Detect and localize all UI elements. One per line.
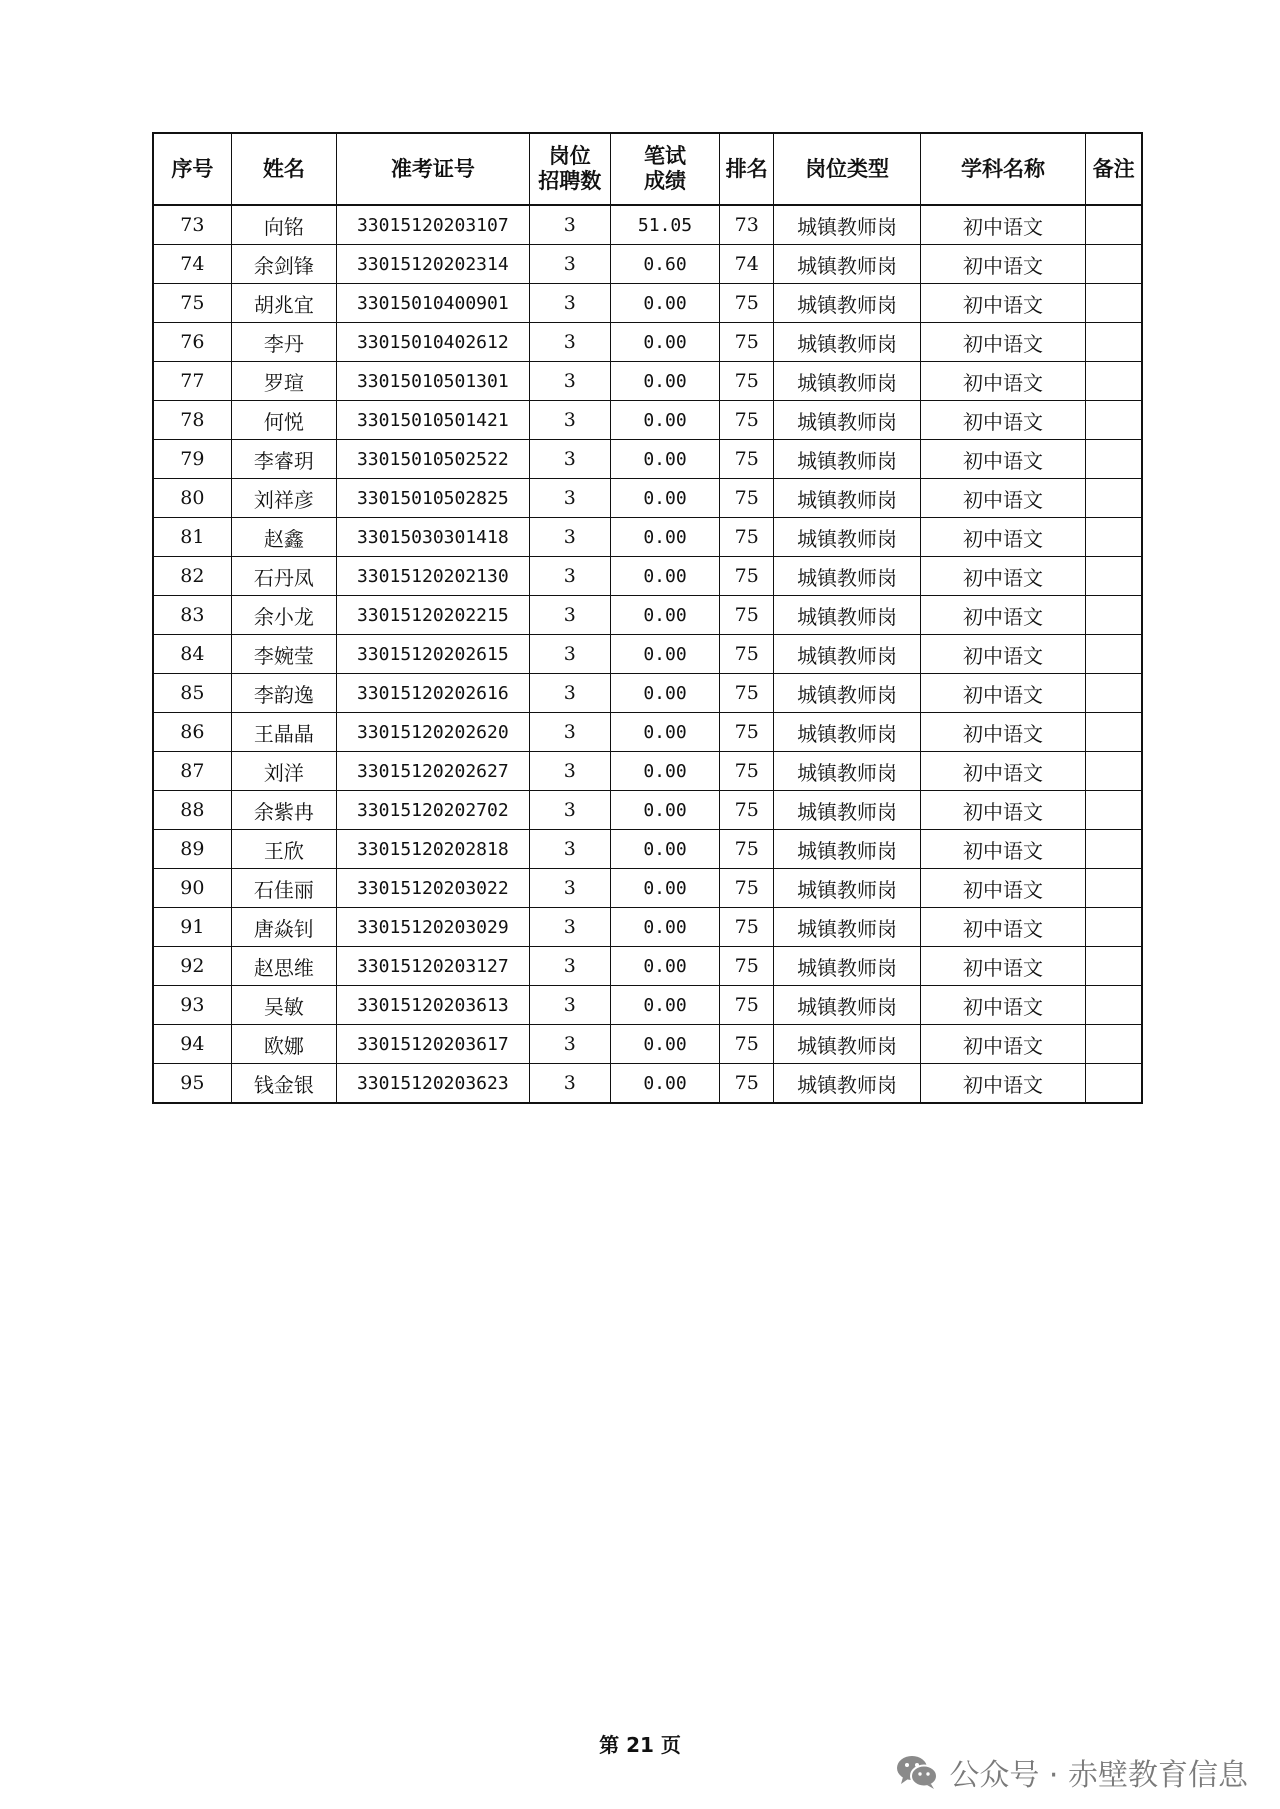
cell-post-type: 城镇教师岗 (774, 205, 920, 245)
cell-name: 石佳丽 (231, 869, 336, 908)
cell-seq: 73 (153, 205, 231, 245)
cell-name: 钱金银 (231, 1064, 336, 1104)
cell-seq: 95 (153, 1064, 231, 1104)
cell-remarks (1086, 284, 1142, 323)
cell-remarks (1086, 479, 1142, 518)
cell-remarks (1086, 830, 1142, 869)
cell-name: 刘祥彦 (231, 479, 336, 518)
table-row (153, 518, 1142, 557)
cell-exam-no: 33015120202130 (337, 557, 530, 596)
cell-name: 王晶晶 (231, 713, 336, 752)
cell-subject: 初中语文 (920, 947, 1086, 986)
cell-score: 51.05 (610, 205, 719, 245)
cell-subject: 初中语文 (920, 518, 1086, 557)
cell-rank: 75 (720, 362, 774, 401)
table-row (153, 1064, 1142, 1104)
cell-subject: 初中语文 (920, 401, 1086, 440)
cell-quota: 3 (529, 869, 610, 908)
cell-seq: 76 (153, 323, 231, 362)
cell-name: 何悦 (231, 401, 336, 440)
cell-subject: 初中语文 (920, 869, 1086, 908)
cell-quota: 3 (529, 245, 610, 284)
header-post-type: 岗位类型 (774, 133, 920, 205)
cell-remarks (1086, 635, 1142, 674)
cell-seq: 80 (153, 479, 231, 518)
cell-exam-no: 33015010501301 (337, 362, 530, 401)
cell-exam-no: 33015010502825 (337, 479, 530, 518)
cell-quota: 3 (529, 752, 610, 791)
cell-quota: 3 (529, 479, 610, 518)
cell-seq: 87 (153, 752, 231, 791)
cell-name: 向铭 (231, 205, 336, 245)
cell-score: 0.00 (610, 323, 719, 362)
cell-rank: 75 (720, 635, 774, 674)
cell-subject: 初中语文 (920, 1025, 1086, 1064)
cell-exam-no: 33015010501421 (337, 401, 530, 440)
cell-subject: 初中语文 (920, 557, 1086, 596)
header-score (610, 133, 719, 205)
cell-remarks (1086, 596, 1142, 635)
table-row (153, 713, 1142, 752)
cell-rank: 75 (720, 791, 774, 830)
header-score-line1: 笔试 (644, 144, 687, 168)
cell-score: 0.00 (610, 1025, 719, 1064)
cell-rank: 75 (720, 518, 774, 557)
cell-seq: 85 (153, 674, 231, 713)
table-row (153, 479, 1142, 518)
cell-exam-no: 33015120203617 (337, 1025, 530, 1064)
cell-quota: 3 (529, 947, 610, 986)
cell-seq: 89 (153, 830, 231, 869)
cell-post-type: 城镇教师岗 (774, 401, 920, 440)
table-row (153, 596, 1142, 635)
cell-post-type: 城镇教师岗 (774, 752, 920, 791)
cell-subject: 初中语文 (920, 908, 1086, 947)
header-subject: 学科名称 (920, 133, 1086, 205)
cell-quota: 3 (529, 713, 610, 752)
cell-subject: 初中语文 (920, 440, 1086, 479)
cell-quota: 3 (529, 518, 610, 557)
cell-remarks (1086, 869, 1142, 908)
table-header (153, 133, 1142, 205)
cell-post-type: 城镇教师岗 (774, 947, 920, 986)
header-remarks: 备注 (1086, 133, 1142, 205)
cell-score: 0.00 (610, 947, 719, 986)
cell-name: 欧娜 (231, 1025, 336, 1064)
cell-quota: 3 (529, 401, 610, 440)
header-quota (529, 133, 610, 205)
cell-quota: 3 (529, 362, 610, 401)
cell-remarks (1086, 1064, 1142, 1104)
cell-seq: 94 (153, 1025, 231, 1064)
cell-exam-no: 33015010402612 (337, 323, 530, 362)
cell-post-type: 城镇教师岗 (774, 1025, 920, 1064)
cell-rank: 75 (720, 830, 774, 869)
cell-rank: 75 (720, 947, 774, 986)
cell-rank: 75 (720, 401, 774, 440)
table-row (153, 947, 1142, 986)
cell-score: 0.00 (610, 713, 719, 752)
table-row (153, 362, 1142, 401)
cell-subject: 初中语文 (920, 284, 1086, 323)
cell-seq: 91 (153, 908, 231, 947)
cell-score: 0.00 (610, 986, 719, 1025)
cell-quota: 3 (529, 596, 610, 635)
cell-exam-no: 33015120202818 (337, 830, 530, 869)
cell-subject: 初中语文 (920, 791, 1086, 830)
cell-score: 0.00 (610, 752, 719, 791)
table-body (153, 205, 1142, 1103)
header-score-line2: 成绩 (644, 169, 687, 193)
cell-subject: 初中语文 (920, 674, 1086, 713)
cell-seq: 92 (153, 947, 231, 986)
cell-subject: 初中语文 (920, 596, 1086, 635)
cell-name: 李韵逸 (231, 674, 336, 713)
cell-remarks (1086, 986, 1142, 1025)
cell-seq: 86 (153, 713, 231, 752)
cell-post-type: 城镇教师岗 (774, 1064, 920, 1104)
cell-score: 0.00 (610, 791, 719, 830)
cell-score: 0.00 (610, 596, 719, 635)
cell-rank: 75 (720, 1025, 774, 1064)
cell-score: 0.60 (610, 245, 719, 284)
cell-rank: 75 (720, 323, 774, 362)
table-row (153, 830, 1142, 869)
cell-name: 胡兆宜 (231, 284, 336, 323)
cell-post-type: 城镇教师岗 (774, 713, 920, 752)
cell-subject: 初中语文 (920, 830, 1086, 869)
cell-post-type: 城镇教师岗 (774, 986, 920, 1025)
cell-remarks (1086, 205, 1142, 245)
table-row (153, 1025, 1142, 1064)
cell-name: 余小龙 (231, 596, 336, 635)
cell-exam-no: 33015030301418 (337, 518, 530, 557)
cell-name: 吴敏 (231, 986, 336, 1025)
cell-remarks (1086, 323, 1142, 362)
table-row (153, 635, 1142, 674)
cell-name: 唐焱钊 (231, 908, 336, 947)
cell-name: 余剑锋 (231, 245, 336, 284)
cell-post-type: 城镇教师岗 (774, 323, 920, 362)
cell-post-type: 城镇教师岗 (774, 635, 920, 674)
header-rank: 排名 (720, 133, 774, 205)
cell-exam-no: 33015120202615 (337, 635, 530, 674)
cell-name: 罗瑄 (231, 362, 336, 401)
cell-score: 0.00 (610, 1064, 719, 1104)
cell-quota: 3 (529, 830, 610, 869)
header-quota-line2: 招聘数 (538, 169, 602, 193)
cell-exam-no: 33015120203127 (337, 947, 530, 986)
cell-subject: 初中语文 (920, 635, 1086, 674)
cell-seq: 75 (153, 284, 231, 323)
cell-post-type: 城镇教师岗 (774, 284, 920, 323)
cell-quota: 3 (529, 1025, 610, 1064)
cell-remarks (1086, 791, 1142, 830)
cell-rank: 74 (720, 245, 774, 284)
cell-post-type: 城镇教师岗 (774, 596, 920, 635)
cell-remarks (1086, 947, 1142, 986)
cell-score: 0.00 (610, 518, 719, 557)
cell-rank: 75 (720, 986, 774, 1025)
cell-score: 0.00 (610, 635, 719, 674)
cell-post-type: 城镇教师岗 (774, 479, 920, 518)
cell-rank: 75 (720, 557, 774, 596)
cell-remarks (1086, 713, 1142, 752)
cell-score: 0.00 (610, 869, 719, 908)
cell-quota: 3 (529, 284, 610, 323)
cell-score: 0.00 (610, 362, 719, 401)
cell-subject: 初中语文 (920, 713, 1086, 752)
watermark-text: 公众号 · 赤壁教育信息 (949, 1758, 1248, 1793)
cell-rank: 75 (720, 440, 774, 479)
cell-quota: 3 (529, 791, 610, 830)
page-number: 第 21 页 (599, 1733, 681, 1757)
cell-rank: 75 (720, 1064, 774, 1104)
cell-exam-no: 33015120202616 (337, 674, 530, 713)
cell-name: 李婉莹 (231, 635, 336, 674)
cell-post-type: 城镇教师岗 (774, 518, 920, 557)
cell-name: 余紫冉 (231, 791, 336, 830)
cell-rank: 75 (720, 284, 774, 323)
cell-score: 0.00 (610, 440, 719, 479)
cell-seq: 90 (153, 869, 231, 908)
table-row (153, 440, 1142, 479)
cell-seq: 78 (153, 401, 231, 440)
cell-seq: 83 (153, 596, 231, 635)
cell-rank: 75 (720, 908, 774, 947)
cell-name: 刘洋 (231, 752, 336, 791)
cell-remarks (1086, 674, 1142, 713)
table-row (153, 557, 1142, 596)
cell-seq: 74 (153, 245, 231, 284)
cell-score: 0.00 (610, 401, 719, 440)
cell-score: 0.00 (610, 674, 719, 713)
table-row (153, 284, 1142, 323)
cell-seq: 79 (153, 440, 231, 479)
cell-quota: 3 (529, 205, 610, 245)
table-row (153, 205, 1142, 245)
cell-rank: 75 (720, 674, 774, 713)
cell-quota: 3 (529, 635, 610, 674)
cell-rank: 75 (720, 479, 774, 518)
cell-seq: 88 (153, 791, 231, 830)
header-exam-no: 准考证号 (337, 133, 530, 205)
cell-rank: 75 (720, 752, 774, 791)
cell-exam-no: 33015010400901 (337, 284, 530, 323)
cell-score: 0.00 (610, 557, 719, 596)
cell-exam-no: 33015120203029 (337, 908, 530, 947)
cell-name: 李丹 (231, 323, 336, 362)
cell-remarks (1086, 557, 1142, 596)
cell-subject: 初中语文 (920, 245, 1086, 284)
header-name: 姓名 (231, 133, 336, 205)
cell-exam-no: 33015120203613 (337, 986, 530, 1025)
cell-remarks (1086, 1025, 1142, 1064)
cell-post-type: 城镇教师岗 (774, 245, 920, 284)
cell-remarks (1086, 908, 1142, 947)
cell-score: 0.00 (610, 908, 719, 947)
cell-exam-no: 33015120203623 (337, 1064, 530, 1104)
table-row (153, 908, 1142, 947)
cell-remarks (1086, 401, 1142, 440)
cell-post-type: 城镇教师岗 (774, 869, 920, 908)
score-table (152, 132, 1143, 1104)
table-row (153, 401, 1142, 440)
cell-quota: 3 (529, 1064, 610, 1104)
cell-seq: 82 (153, 557, 231, 596)
cell-rank: 75 (720, 713, 774, 752)
cell-exam-no: 33015120202627 (337, 752, 530, 791)
cell-rank: 75 (720, 596, 774, 635)
table-row (153, 752, 1142, 791)
cell-exam-no: 33015120203107 (337, 205, 530, 245)
cell-name: 王欣 (231, 830, 336, 869)
cell-post-type: 城镇教师岗 (774, 830, 920, 869)
cell-subject: 初中语文 (920, 323, 1086, 362)
cell-post-type: 城镇教师岗 (774, 791, 920, 830)
cell-seq: 77 (153, 362, 231, 401)
cell-rank: 73 (720, 205, 774, 245)
cell-post-type: 城镇教师岗 (774, 674, 920, 713)
cell-post-type: 城镇教师岗 (774, 440, 920, 479)
cell-subject: 初中语文 (920, 1064, 1086, 1104)
cell-quota: 3 (529, 674, 610, 713)
cell-rank: 75 (720, 869, 774, 908)
header-seq: 序号 (153, 133, 231, 205)
cell-quota: 3 (529, 323, 610, 362)
cell-seq: 93 (153, 986, 231, 1025)
cell-quota: 3 (529, 557, 610, 596)
cell-exam-no: 33015010502522 (337, 440, 530, 479)
cell-subject: 初中语文 (920, 362, 1086, 401)
cell-score: 0.00 (610, 479, 719, 518)
cell-remarks (1086, 245, 1142, 284)
table-row (153, 323, 1142, 362)
cell-post-type: 城镇教师岗 (774, 557, 920, 596)
cell-exam-no: 33015120202702 (337, 791, 530, 830)
cell-post-type: 城镇教师岗 (774, 362, 920, 401)
table-row (153, 791, 1142, 830)
table-row (153, 986, 1142, 1025)
cell-name: 石丹凤 (231, 557, 336, 596)
cell-quota: 3 (529, 986, 610, 1025)
cell-score: 0.00 (610, 830, 719, 869)
cell-name: 赵思维 (231, 947, 336, 986)
table-row (153, 674, 1142, 713)
cell-name: 李睿玥 (231, 440, 336, 479)
table-row (153, 869, 1142, 908)
cell-subject: 初中语文 (920, 205, 1086, 245)
cell-subject: 初中语文 (920, 752, 1086, 791)
cell-quota: 3 (529, 440, 610, 479)
cell-remarks (1086, 752, 1142, 791)
cell-score: 0.00 (610, 284, 719, 323)
cell-exam-no: 33015120202314 (337, 245, 530, 284)
header-row (153, 133, 1142, 205)
header-quota-line1: 岗位 (548, 144, 591, 168)
wechat-icon (895, 1754, 939, 1790)
watermark (895, 1752, 1248, 1792)
cell-exam-no: 33015120202620 (337, 713, 530, 752)
cell-remarks (1086, 440, 1142, 479)
cell-exam-no: 33015120202215 (337, 596, 530, 635)
cell-remarks (1086, 518, 1142, 557)
cell-seq: 81 (153, 518, 231, 557)
cell-seq: 84 (153, 635, 231, 674)
cell-quota: 3 (529, 908, 610, 947)
cell-subject: 初中语文 (920, 986, 1086, 1025)
cell-remarks (1086, 362, 1142, 401)
cell-exam-no: 33015120203022 (337, 869, 530, 908)
cell-post-type: 城镇教师岗 (774, 908, 920, 947)
cell-subject: 初中语文 (920, 479, 1086, 518)
cell-name: 赵鑫 (231, 518, 336, 557)
table-row (153, 245, 1142, 284)
